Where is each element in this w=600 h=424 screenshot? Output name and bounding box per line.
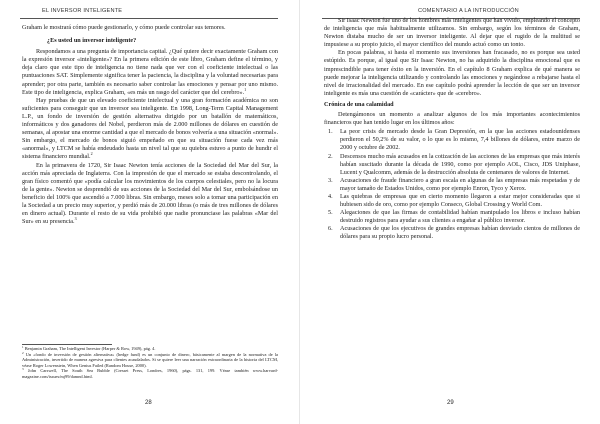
footnote-mark: 1 [22,345,24,349]
list-number: 1. [328,128,333,136]
footnote-mark: 3 [22,367,24,371]
list-item-text: Alegaciones de que las firmas de contabilidad habían manipulado los libros e incluso habían destruido registros para ayudar a sus clientes a engañar al público inversor. [340,209,580,225]
paragraph: Detengámonos un momento a analizar algunos de los más importantes acontecimientos financieros que han tenido lugar en los últimos años: [324,111,580,127]
page-number: 28 [145,400,152,406]
paragraph-text: Hay pruebas de que un elevado coeficiente intelectual y una gran formación académica no son suficientes para conseguir que un inversor sea inteligente. En 1998, Long-Term Capital Management L.P., un fondo de inversión de gestión alternativa dirigido por un batallón de matemáticos, informáticos y dos ganadores del Nobel, perdieron más de 2.000 millones de dólares en cuestión de semanas, al apostar una enorme cantidad a que el mercado de bonos volvería a una situación «normal». Sin embargo, el mercado de bonos siguió empeñado en que su situación fuese cada vez más «anormal», y LTCM se había endeudado hasta un nivel tal que su quiebra estuvo a punto de hundir el sistema financiero mundial. [22,96,278,161]
page-number: 29 [447,400,454,406]
list-number: 6. [328,225,333,233]
footnote [22,352,278,369]
footnote-text: John Carswell, The South Sea Bubble (Cresset Press, Londres, 1960), págs. 131, 199. Véase también www.harvard-magazine.com/issues/mj99/damnd.html. [22,368,278,379]
list-item [324,225,580,241]
opening-paragraph: Graham le mostrará cómo puede gestionarlo, y cómo puede controlar sus temores. [22,24,226,31]
section-heading: Crónica de una calamidad [324,100,394,108]
footnotes [22,346,278,379]
list-item [324,128,580,152]
footnote [22,368,278,379]
footnote-mark: 2 [22,350,24,355]
list-number: 4. [328,192,333,200]
paragraph-text: En la primavera de 1720, Sir Isaac Newton tenía acciones de la Sociedad del Mar del Sur, la acción más apreciada de Inglaterra. Con la impresión de que el mercado se estaba descontrolando, el gran físico comentó que «podía calcular los movimientos de los cuerpos celestiales, pero no la locura de la gente». Newton se desprendió de sus acciones de la Sociedad del Mar del Sur, embolsándose un beneficio del 100% que ascendió a 7.000 libras. Sin embargo, meses solo a tomar una participación en la Sociedad a un precio muy superior, y perdió más de 20.000 libras (o más de tres millones de dólares en dinero actual). Durante el resto de su vida prohibió que nadie pronunciase las palabras «Mar del Sur» en su presencia. [22,161,278,226]
numbered-list [324,128,580,241]
list-item [324,193,580,209]
list-item-text: Descensos mucho más acusados en la cotización de las acciones de las empresas que más interés habían suscitado durante la década de 1990, como por ejemplo AOL, Cisco, JDS Uniphase, Lucent y Qualcomm, además de la destrucción absoluta de centenares de valores de Internet. [340,152,580,176]
list-item [324,209,580,225]
list-item-text: La peor crisis de mercado desde la Gran Depresión, en la que las acciones estadounidenses perdieron el 50,2% de su valor, o lo que es lo mismo, 7,4 billones de dólares, entre marzo de 2000 y octubre de 2002. [340,128,580,152]
list-number: 3. [328,176,333,184]
section-heading: ¿Es usted un inversor inteligente? [47,37,137,45]
list-number: 2. [328,152,333,160]
paragraph [22,162,278,227]
paragraph-text: Respondamos a una pregunta de importancia capital. ¿Qué quiere decir exactamente Graham con la expresión inversor «inteligente»? En la primera edición de este libro, Graham define el término, y deja claro que este tipo de inteligencia no tiene nada que ver con el coeficiente intelectual o las puntuaciones SAT. Simplemente significa tener la paciencia, la disciplina y la voluntad necesarias para aprender; por otra parte, también es necesario saber controlar las emociones y pensar por uno mismo. Este tipo de inteligencia, explica Graham, «es más un rasgo del carácter que del cerebro». [22,48,278,96]
running-head: EL INVERSOR INTELIGENTE [42,8,123,14]
list-item [324,177,580,193]
footnote-text: Benjamin Graham, The Intelligent Investor (Harper & Row, 1949), pág. 4. [24,346,156,351]
header-rule [20,18,278,19]
right-body-text [324,17,580,242]
list-item-text: Acusaciones de fraude financiero a gran escala en algunas de las empresas más respetadas y de mayor tamaño de Estados Unidos, como por ejemplo Enron, Tyco y Xerox. [340,176,580,192]
left-body-text [22,24,278,226]
paragraph [22,48,278,97]
paragraph [22,97,278,162]
list-item-text: Acusaciones de que los ejecutivos de grandes empresas habían desviado cientos de millones de dólares para su propio lucro personal. [340,225,580,241]
footnote-text: Un «fondo de inversión de gestión alternativa» (hedge fund) es un conjunto de dinero, básicamente al margen de la normativa de la Administración, invertido de manera agresiva para clientes acaudalados. Si se quiere leer una narración extraordinaria de la historia del LTCM, véase Roger Lowenstein, When Genius Failed (Random House, 2000). [22,351,278,368]
footnote-ref: 1 [244,86,247,92]
footnote-ref: 3 [74,216,77,222]
paragraph: Sir Isaac Newton fue uno de los hombres más inteligentes que han vivido, empleando el concepto de inteligencia que más habitualmente utilizamos. Sin embargo, según los términos de Graham, Newton distaba mucho de ser un inversor inteligente. Al dejar que el rugido de la multitud se impusiese a su propio juicio, el mayor científico del mundo actuó como un tonto. [324,17,580,49]
right-page [300,0,600,424]
list-item [324,153,580,177]
footnote-ref: 2 [90,151,93,157]
paragraph: En pocas palabras, si hasta el momento sus inversiones han fracasado, no es porque sea usted estúpido. Es porque, al igual que Sir Isaac Newton, no ha adquirido la disciplina emocional que es imprescindible para tener éxito en la inversión. En el capítulo 8 Graham explica de qué manera se puede mejorar la inteligencia utilizando y controlando las emociones y negándose a rebajarse hasta el nivel de irracionalidad del mercado. En ese capítulo podrá aprender la lección de que ser un inversor inteligente es más una cuestión de «carácter» que de «cerebro». [324,49,580,97]
running-head: COMENTARIO A LA INTRODUCCIÓN [418,8,519,14]
list-number: 5. [328,209,333,217]
footnote-rule [22,344,112,345]
list-item-text: Las quiebras de empresas que en cierto momento llegaron a estar mejor consideradas que si hubiesen sido de oro, como por ejemplo Conseco, Global Crossing y World Com. [340,192,580,209]
